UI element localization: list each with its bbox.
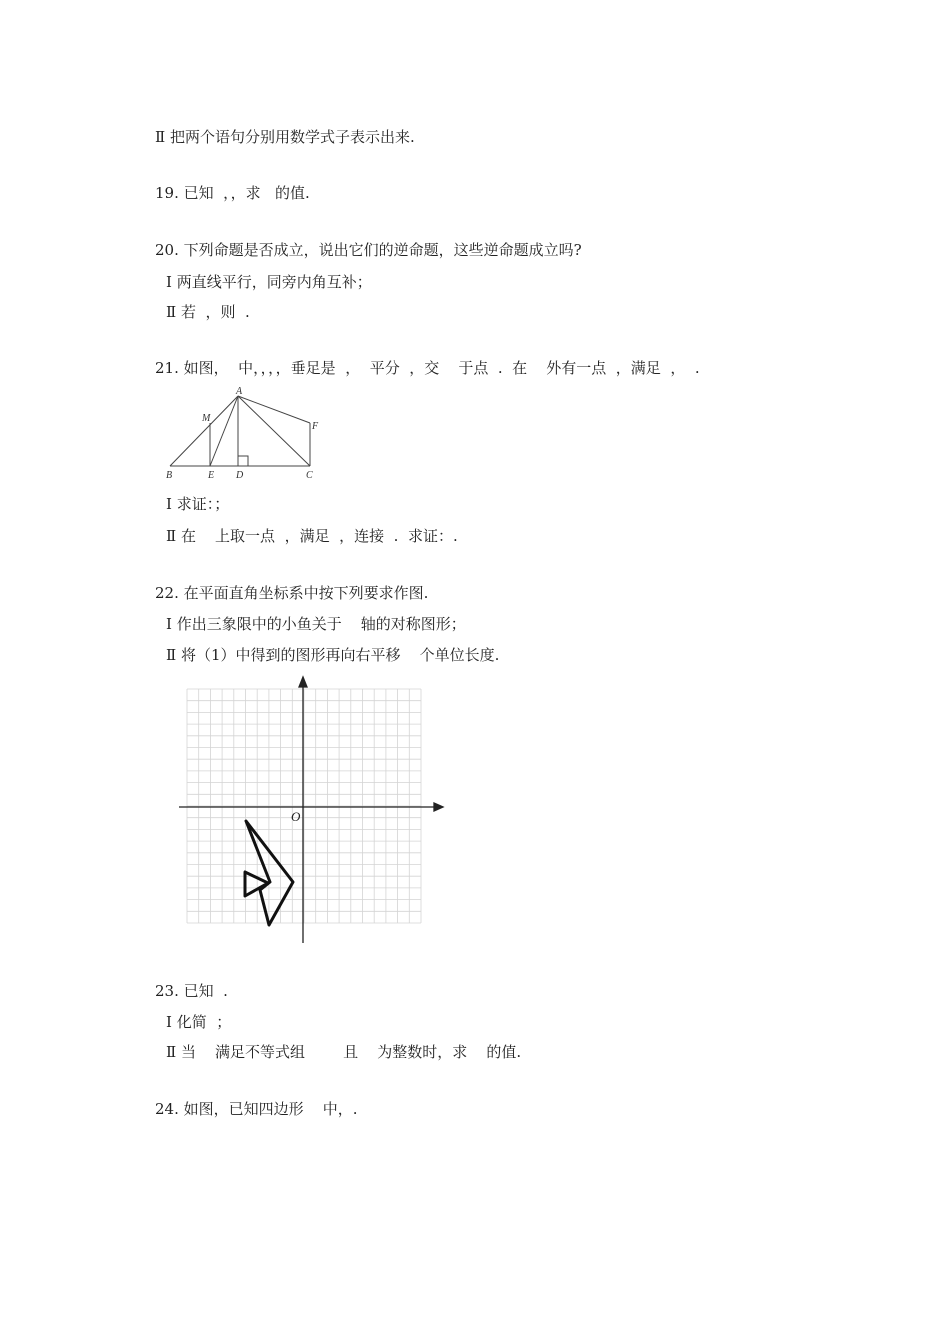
coordinate-grid-figure <box>175 675 450 947</box>
label-b: B <box>166 470 173 481</box>
label-a: A <box>236 386 243 397</box>
question-23-part-1: Ⅰ 化简 ； <box>166 1013 232 1031</box>
question-23-part-2: Ⅱ 当 满足不等式组 且 为整数时，求 的值. <box>166 1043 522 1061</box>
question-20-part-2: Ⅱ 若 ，则 . <box>166 303 250 321</box>
question-20: 20. 下列命题是否成立，说出它们的逆命题，这些逆命题成立吗? <box>155 241 582 259</box>
question-20-part-1: Ⅰ 两直线平行，同旁内角互补； <box>166 273 372 291</box>
question-24: 24. 如图，已知四边形 中，. <box>155 1100 358 1118</box>
question-21: 21. 如图， 中，，，，垂足是 ， 平分 ，交 于点 . 在 外有一点 ，满足 ， . <box>155 359 700 377</box>
label-e: E <box>208 470 215 481</box>
question-23: 23. 已知 . <box>155 982 228 1000</box>
question-21-part-1: Ⅰ 求证：； <box>166 495 230 513</box>
label-d: D <box>236 470 244 481</box>
origin-label: O <box>291 809 301 824</box>
label-f: F <box>312 421 319 432</box>
triangle-figure <box>160 384 330 484</box>
question-22-part-1: Ⅰ 作出三象限中的小鱼关于 轴的对称图形； <box>166 615 466 633</box>
label-m: M <box>202 413 211 424</box>
question-22: 22. 在平面直角坐标系中按下列要求作图. <box>155 584 429 602</box>
instruction-line: Ⅱ 把两个语句分别用数学式子表示出来. <box>155 128 415 146</box>
label-c: C <box>306 470 313 481</box>
question-21-part-2: Ⅱ 在 上取一点 ，满足 ，连接 . 求证：. <box>166 527 458 545</box>
question-22-part-2: Ⅱ 将（1）中得到的图形再向右平移 个单位长度. <box>166 646 500 664</box>
question-19: 19. 已知 ，，求 的值. <box>155 184 310 202</box>
